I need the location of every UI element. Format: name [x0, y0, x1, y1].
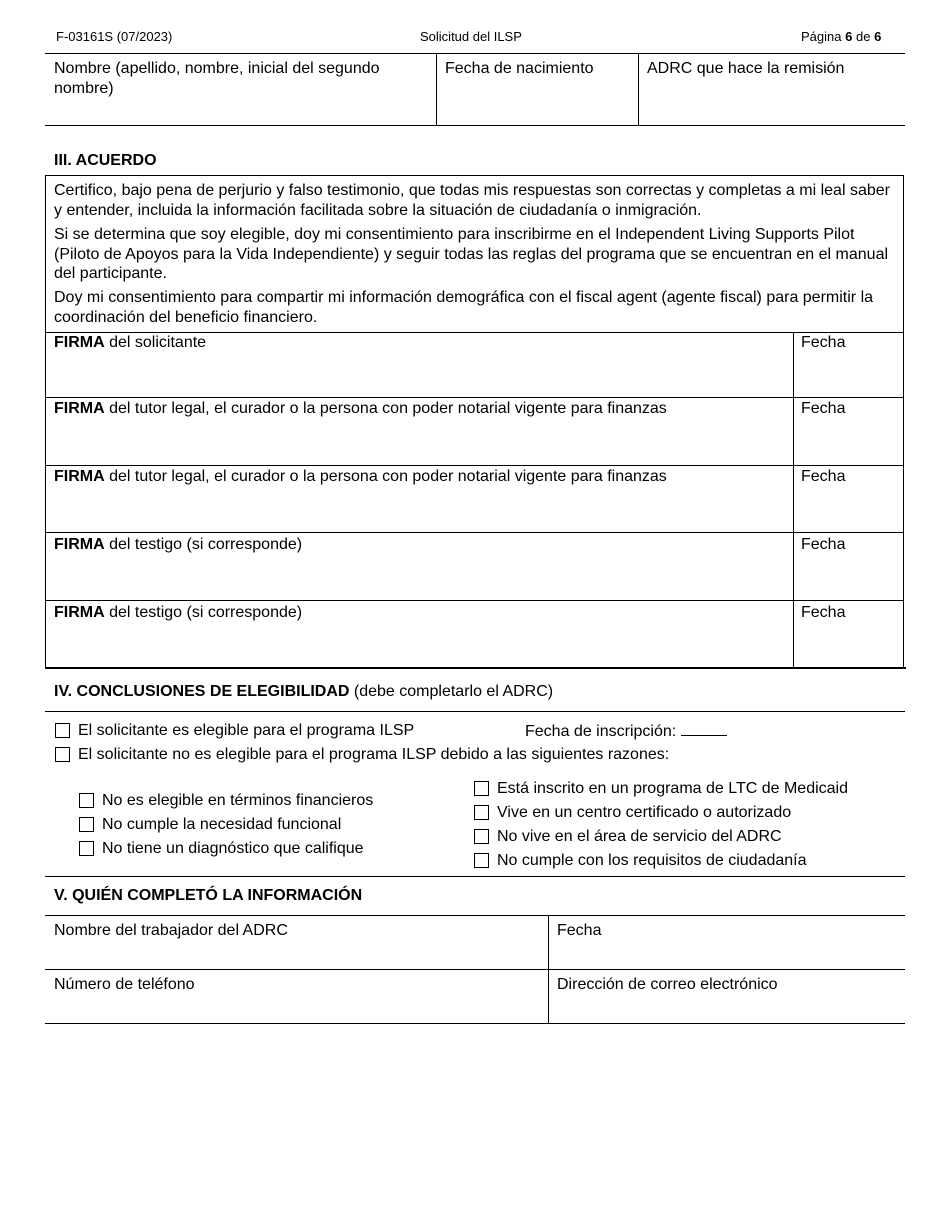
divider [548, 915, 549, 1023]
date-label: Fecha [801, 604, 846, 621]
enrollment-date [525, 721, 727, 742]
divider [45, 711, 905, 712]
eligible-checkbox[interactable] [55, 723, 70, 738]
dob-field-label: Fecha de nacimiento [445, 60, 594, 77]
reason-label-citizenship: No cumple con los requisitos de ciudadanía [497, 852, 807, 869]
email-label: Dirección de correo electrónico [557, 976, 778, 993]
signature-field-witness-1[interactable] [50, 556, 788, 597]
divider [45, 397, 904, 398]
eligible-label: El solicitante es elegible para el programa ILSP [78, 722, 415, 739]
divider [793, 332, 794, 668]
reason-checkbox-financial[interactable] [79, 793, 94, 808]
date-label: Fecha [801, 400, 846, 417]
divider [45, 1023, 905, 1024]
agreement-paragraph-2: Si se determina que soy elegible, doy mi consentimiento para inscribirme en el Independent Living Supports Pilot (Piloto de Apoyos para la Vida Independiente) y seguir todas las reglas del programa que se encuentran en el manual del participante. [54, 226, 889, 282]
date-label: Fecha [801, 334, 846, 351]
completion-date-field[interactable] [553, 942, 900, 966]
firma-bold: FIRMA [54, 468, 105, 485]
section-iv-subtitle: (debe completarlo el ADRC) [353, 683, 554, 700]
page-total: 6 [874, 29, 882, 44]
divider [45, 969, 905, 970]
divider [45, 600, 904, 601]
divider [436, 53, 437, 125]
divider [45, 532, 904, 533]
phone-label: Número de teléfono [54, 976, 195, 993]
section-v-title: V. QUIÉN COMPLETÓ LA INFORMACIÓN [54, 887, 363, 904]
adrc-field-label: ADRC que hace la remisión [647, 60, 845, 77]
date-label: Fecha [801, 536, 846, 553]
date-label: Fecha [801, 468, 846, 485]
signature-label-applicant: FIRMA del solicitante [54, 334, 207, 351]
reason-checkbox-service-area[interactable] [474, 829, 489, 844]
reason-label-functional: No cumple la necesidad funcional [102, 816, 342, 833]
signature-label-guardian-1: FIRMA del tutor legal, el curador o la persona con poder notarial vigente para finanzas [54, 400, 667, 417]
divider [45, 667, 906, 669]
reason-label-service-area: No vive en el área de servicio del ADRC [497, 828, 782, 845]
completion-date-label: Fecha [557, 922, 602, 939]
signature-label-guardian-2: FIRMA del tutor legal, el curador o la persona con poder notarial vigente para finanzas [54, 468, 667, 485]
reason-label-medicaid-ltc: Está inscrito en un programa de LTC de Medicaid [497, 780, 848, 797]
signature-field-guardian-2[interactable] [50, 488, 788, 529]
reason-checkbox-facility[interactable] [474, 805, 489, 820]
agreement-paragraph-1: Certifico, bajo pena de perjurio y falso testimonio, que todas mis respuestas son correctas y completas a mi leal saber y entender, incluida la información facilitada sobre la situación de ciudadanía o inmigración. [54, 182, 890, 219]
enrollment-date-label: Fecha de inscripción: [525, 723, 677, 740]
reason-checkbox-functional[interactable] [79, 817, 94, 832]
divider [45, 915, 905, 916]
agreement-paragraph-3: Doy mi consentimiento para compartir mi información demográfica con el fiscal agent (agente fiscal) para permitir la coordinación del beneficio financiero. [54, 289, 874, 326]
date-field-guardian-1[interactable] [798, 420, 900, 462]
form-id: F-03161S (07/2023) [56, 29, 173, 44]
firma-bold: FIRMA [54, 400, 105, 417]
date-field-guardian-2[interactable] [798, 488, 900, 529]
signature-field-witness-2[interactable] [50, 624, 788, 664]
section-iv-title: IV. CONCLUSIONES DE ELEGIBILIDAD (debe completarlo el ADRC) [54, 683, 554, 700]
reason-checkbox-diagnosis[interactable] [79, 841, 94, 856]
page-label: Página [801, 29, 842, 44]
not-eligible-checkbox[interactable] [55, 747, 70, 762]
date-field-witness-1[interactable] [798, 556, 900, 597]
signature-label-witness-1: FIRMA del testigo (si corresponde) [54, 536, 303, 553]
name-field-label: Nombre (apellido, nombre, inicial del segundo nombre) [54, 60, 380, 97]
worker-name-field[interactable] [50, 942, 543, 966]
worker-name-label: Nombre del trabajador del ADRC [54, 922, 288, 939]
divider [45, 465, 904, 466]
reason-label-facility: Vive en un centro certificado o autorizado [497, 804, 792, 821]
name-input-area[interactable] [52, 80, 432, 122]
phone-field[interactable] [50, 996, 543, 1020]
page-current: 6 [845, 29, 853, 44]
firma-bold: FIRMA [54, 536, 105, 553]
signature-field-guardian-1[interactable] [50, 420, 788, 462]
signature-field-applicant[interactable] [50, 354, 788, 394]
divider [638, 53, 639, 125]
dob-input-area[interactable] [443, 80, 633, 122]
signature-label-witness-2: FIRMA del testigo (si corresponde) [54, 604, 303, 621]
divider [45, 53, 905, 54]
enrollment-date-field[interactable] [681, 721, 727, 736]
date-field-applicant[interactable] [798, 354, 900, 394]
divider [45, 876, 905, 877]
adrc-input-area[interactable] [645, 80, 900, 122]
form-title: Solicitud del ILSP [420, 29, 522, 44]
reason-label-diagnosis: No tiene un diagnóstico que califique [102, 840, 364, 857]
reason-checkbox-medicaid-ltc[interactable] [474, 781, 489, 796]
page-of: de [855, 29, 871, 44]
divider [45, 125, 905, 126]
reason-checkbox-citizenship[interactable] [474, 853, 489, 868]
page-number [801, 29, 881, 44]
reason-label-financial: No es elegible en términos financieros [102, 792, 374, 809]
not-eligible-label: El solicitante no es elegible para el programa ILSP debido a las siguientes razones: [78, 746, 670, 763]
firma-bold: FIRMA [54, 604, 105, 621]
firma-bold: FIRMA [54, 334, 105, 351]
section-iii-title: III. ACUERDO [54, 152, 157, 169]
date-field-witness-2[interactable] [798, 624, 900, 664]
email-field[interactable] [553, 996, 900, 1020]
